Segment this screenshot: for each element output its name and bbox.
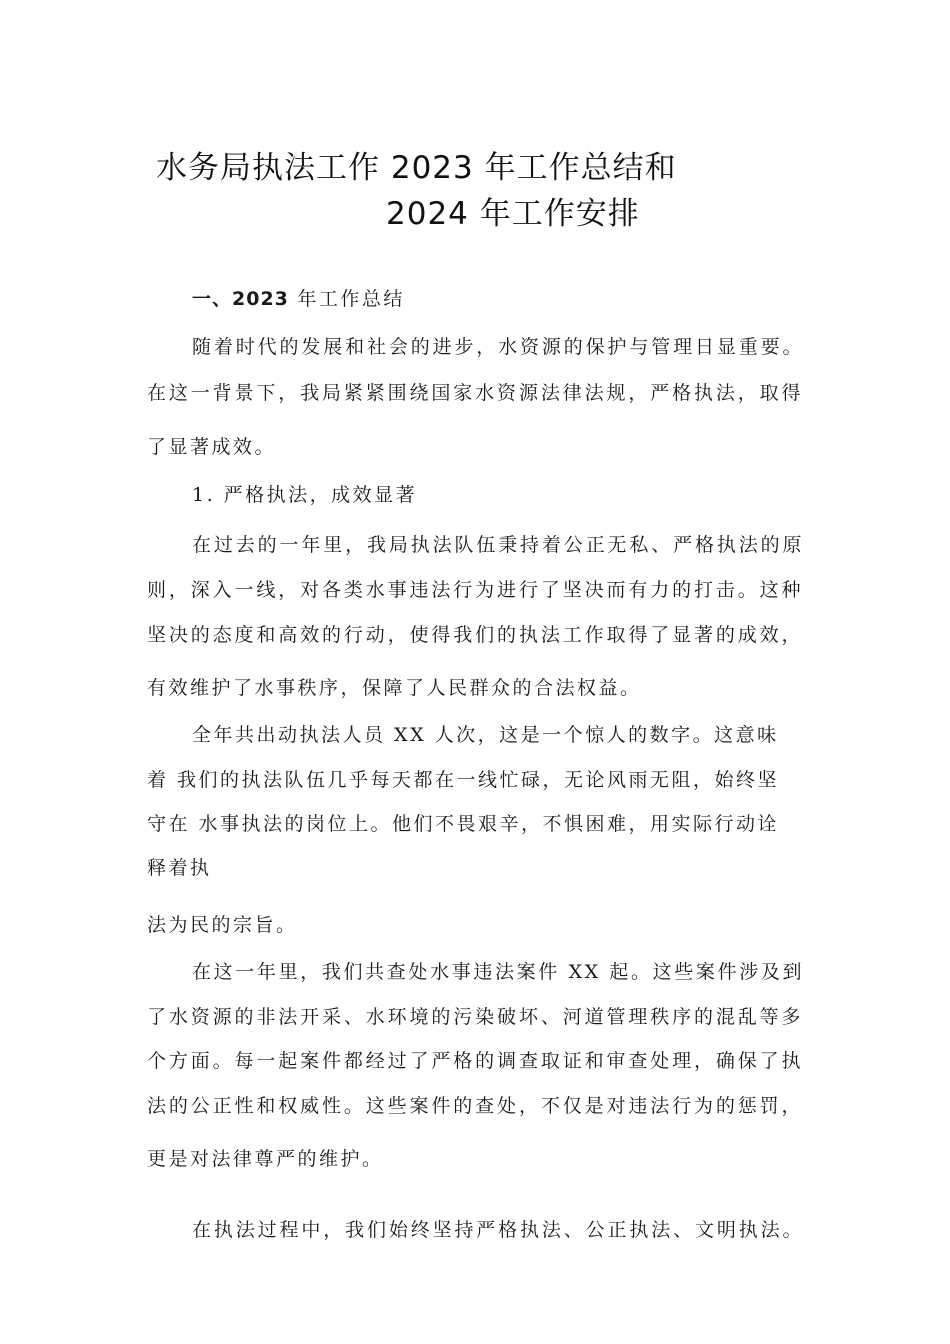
paragraph-line: 着 我们的执法队伍几乎每天都在一线忙碌，无论风雨无阻，始终坚 [147, 769, 780, 791]
paragraph-line: 全年共出动执法人员 XX 人次，这是一个惊人的数字。这意味 [192, 724, 779, 746]
paragraph-line: 守在 水事执法的岗位上。他们不畏艰辛，不惧困难，用实际行动诠 [147, 813, 780, 835]
section-heading [192, 284, 872, 311]
paragraph-line: 则，深入一线，对各类水事违法行为进行了坚决而有力的打击。这种 [147, 579, 803, 601]
subsection-heading: 1. 严格执法，成效显著 [192, 484, 418, 506]
paragraph-line: 法的公正性和权威性。这些案件的查处，不仅是对违法行为的惩罚， [147, 1095, 803, 1117]
paragraph-line: 个方面。每一起案件都经过了严格的调查取证和审查处理，确保了执 [147, 1050, 803, 1072]
paragraph-line: 坚决的态度和高效的行动，使得我们的执法工作取得了显著的成效， [147, 624, 803, 646]
paragraph-line: 了水资源的非法开采、水环境的污染破坏、河道管理秩序的混乱等多 [147, 1006, 803, 1028]
paragraph-line: 随着时代的发展和社会的进步，水资源的保护与管理日显重要。 [192, 336, 804, 358]
paragraph-line: 释着执 [147, 857, 212, 879]
document-title-line-2: 2024 年工作安排 [386, 196, 640, 232]
paragraph-line: 更是对法律尊严的维护。 [147, 1148, 384, 1170]
section-heading-text: 年工作总结 [288, 288, 405, 310]
section-heading-number: 一、2023 [192, 288, 289, 310]
paragraph-line: 在执法过程中，我们始终坚持严格执法、公正执法、文明执法。 [192, 1219, 804, 1241]
document-title-line-1: 水务局执法工作 2023 年工作总结和 [156, 150, 677, 186]
paragraph-line: 在这一背景下，我局紧紧围绕国家水资源法律法规，严格执法，取得 [147, 382, 803, 404]
paragraph-line: 法为民的宗旨。 [147, 914, 298, 936]
paragraph-line: 在这一年里，我们共查处水事违法案件 XX 起。这些案件涉及到 [192, 961, 804, 983]
paragraph-line: 有效维护了水事秩序，保障了人民群众的合法权益。 [147, 677, 642, 699]
paragraph-line: 了显著成效。 [147, 436, 277, 458]
paragraph-line: 在过去的一年里，我局执法队伍秉持着公正无私、严格执法的原 [192, 534, 804, 556]
